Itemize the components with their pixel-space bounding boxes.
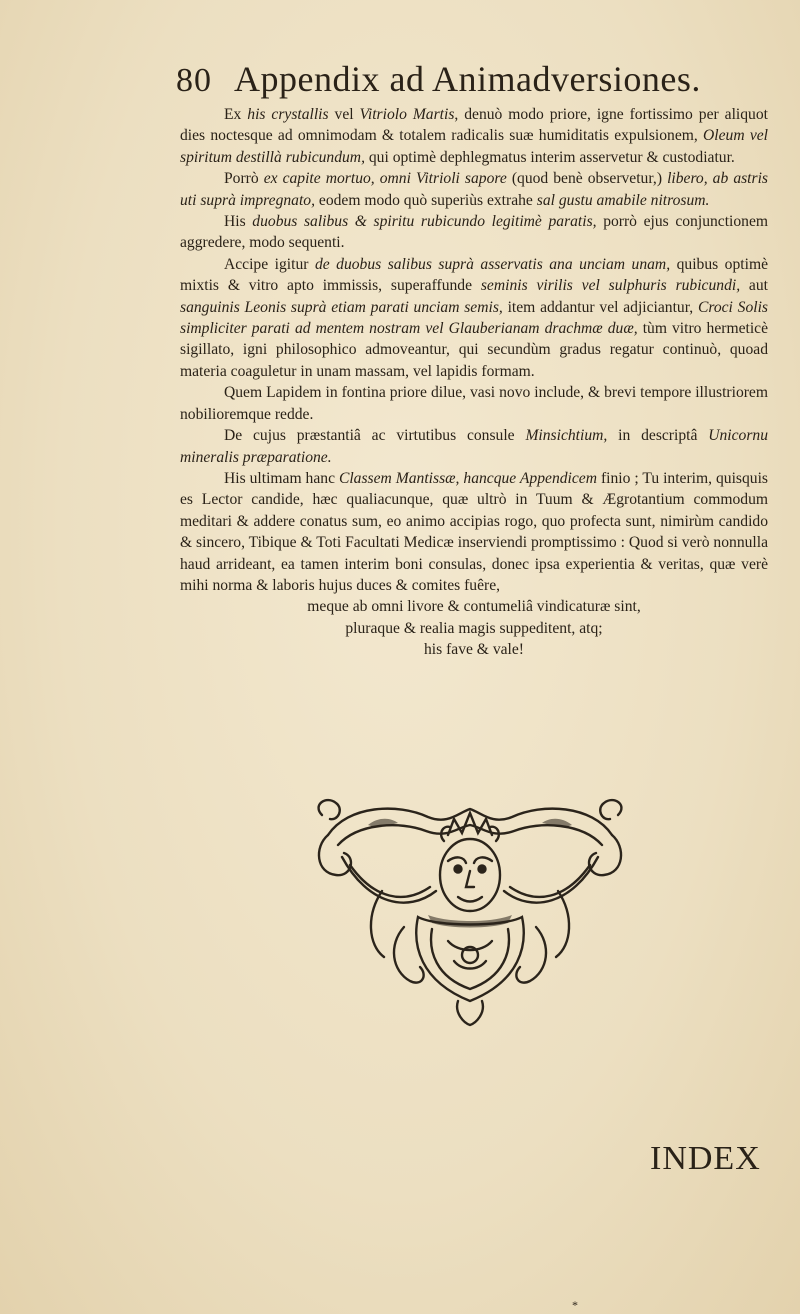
italic-run: ex capite mortuo, omni Vitrioli sapore — [263, 170, 507, 188]
text-run: finio ; Tu interim, quisquis es Lector candide, hæc qualiacunque, quæ ultrò in Tuum & Ægrotantium commodum meditari & addere conatus sum, eo animo accipias rogo, quo profecta sunt, nimirùm candido & sincero, Tibique & Toti Facultati Medicæ inserviendi promptissimo : Quod si verò nonnulla haud arrideant, ea tamen interim boni consulas, donec ipsa experientia & veritas, quæ verè mihi norma & laboris hujus duces & comites fuêre, — [180, 469, 768, 594]
running-title: Appendix ad Animadversiones. — [234, 59, 701, 99]
text-run: porrò ejus conjunctionem aggredere, modo sequenti. — [180, 213, 769, 252]
text-run: eodem modo quò superiùs extrahe — [315, 191, 537, 209]
text-run: , denuò modo priore, igne fortissimo per aliquot dies noctesque ad omnimodam & totalem radicalis suæ humiditatis expulsionem, — [180, 106, 768, 145]
text-run: item addantur vel adjiciantur, — [502, 298, 698, 316]
text-run: qui optimè dephlegmatus interim asservetur & custodiatur. — [364, 148, 735, 166]
text-run: Porrò — [224, 170, 264, 188]
italic-run: sal gustu amabile nitrosum. — [536, 191, 710, 209]
signature-mark: * — [572, 1298, 578, 1312]
text-run: His ultimam hanc — [224, 469, 339, 487]
text-run: aut — [740, 277, 768, 295]
italic-run: Minsichtium, — [525, 427, 608, 445]
italic-run: Vitriolo Martis — [359, 106, 455, 123]
text-run: Quem Lapidem in fontina priore dilue, vasi novo include, & brevi tempore illustriorem nobilioremque redde. — [180, 384, 768, 423]
grotesque-mask-cartouche-ornament-icon — [308, 795, 632, 1027]
text-run: in descriptâ — [607, 427, 709, 445]
italic-run: Classem Mantissæ, hancque Appendicem — [338, 469, 597, 487]
paragraph-4 — [180, 254, 768, 382]
italic-run: Croci Solis simpliciter parati ad mentem nostram vel Glauberianam drachmæ duæ, — [180, 298, 768, 338]
running-header — [176, 58, 736, 102]
text-run: (quod benè observetur,) — [506, 170, 668, 188]
paragraph-2 — [180, 168, 768, 211]
tailpiece-ornament — [308, 795, 632, 1027]
closing-line-3: his fave & vale! — [423, 641, 525, 659]
catchword: INDEX — [650, 1140, 761, 1177]
text-run: De cujus præstantiâ ac virtutibus consule — [224, 427, 526, 445]
paragraph-5 — [180, 382, 768, 425]
italic-run: Unicornu mineralis præparatione. — [180, 427, 768, 466]
text-run: tùm vitro hermeticè sigillato, igni philosophico admoveantur, qui secundùm gradus regatur continuò, quoad materia coaguletur in unam massam, vel lapidis formam. — [180, 320, 768, 380]
closing-lines — [180, 596, 768, 660]
italic-run: sanguinis Leonis suprà etiam parati unciam semis, — [180, 298, 503, 316]
closing-line-2: pluraque & realia magis suppeditent, atq; — [345, 619, 603, 637]
italic-run: seminis virilis vel sulphuris rubicundi, — [480, 277, 741, 295]
paragraph-7 — [180, 468, 768, 596]
italic-run: duobus salibus & spiritu rubicundo legitimè paratis, — [252, 213, 597, 231]
paragraph-3 — [180, 211, 768, 254]
page-number: 80 — [176, 62, 212, 99]
text-run: quibus optimè mixtis & vitro apto immissis, superaffunde — [180, 255, 768, 295]
text-run: vel — [328, 106, 360, 123]
text-run: Ex — [224, 106, 248, 123]
italic-run: Oleum vel spiritum destillà rubicundum, — [180, 127, 768, 166]
italic-run: his crystallis — [247, 106, 329, 123]
text-run: Accipe igitur — [224, 255, 315, 273]
text-run: His — [224, 213, 253, 231]
paragraph-6 — [180, 425, 768, 468]
paragraph-1 — [180, 104, 768, 168]
closing-line-1: meque ab omni livore & contumeliâ vindicaturæ sint, — [307, 598, 641, 616]
body-text — [180, 104, 768, 661]
italic-run: libero, ab astris uti suprà impregnato, — [180, 170, 768, 209]
italic-run: de duobus salibus suprà asservatis ana unciam unam, — [314, 255, 671, 273]
